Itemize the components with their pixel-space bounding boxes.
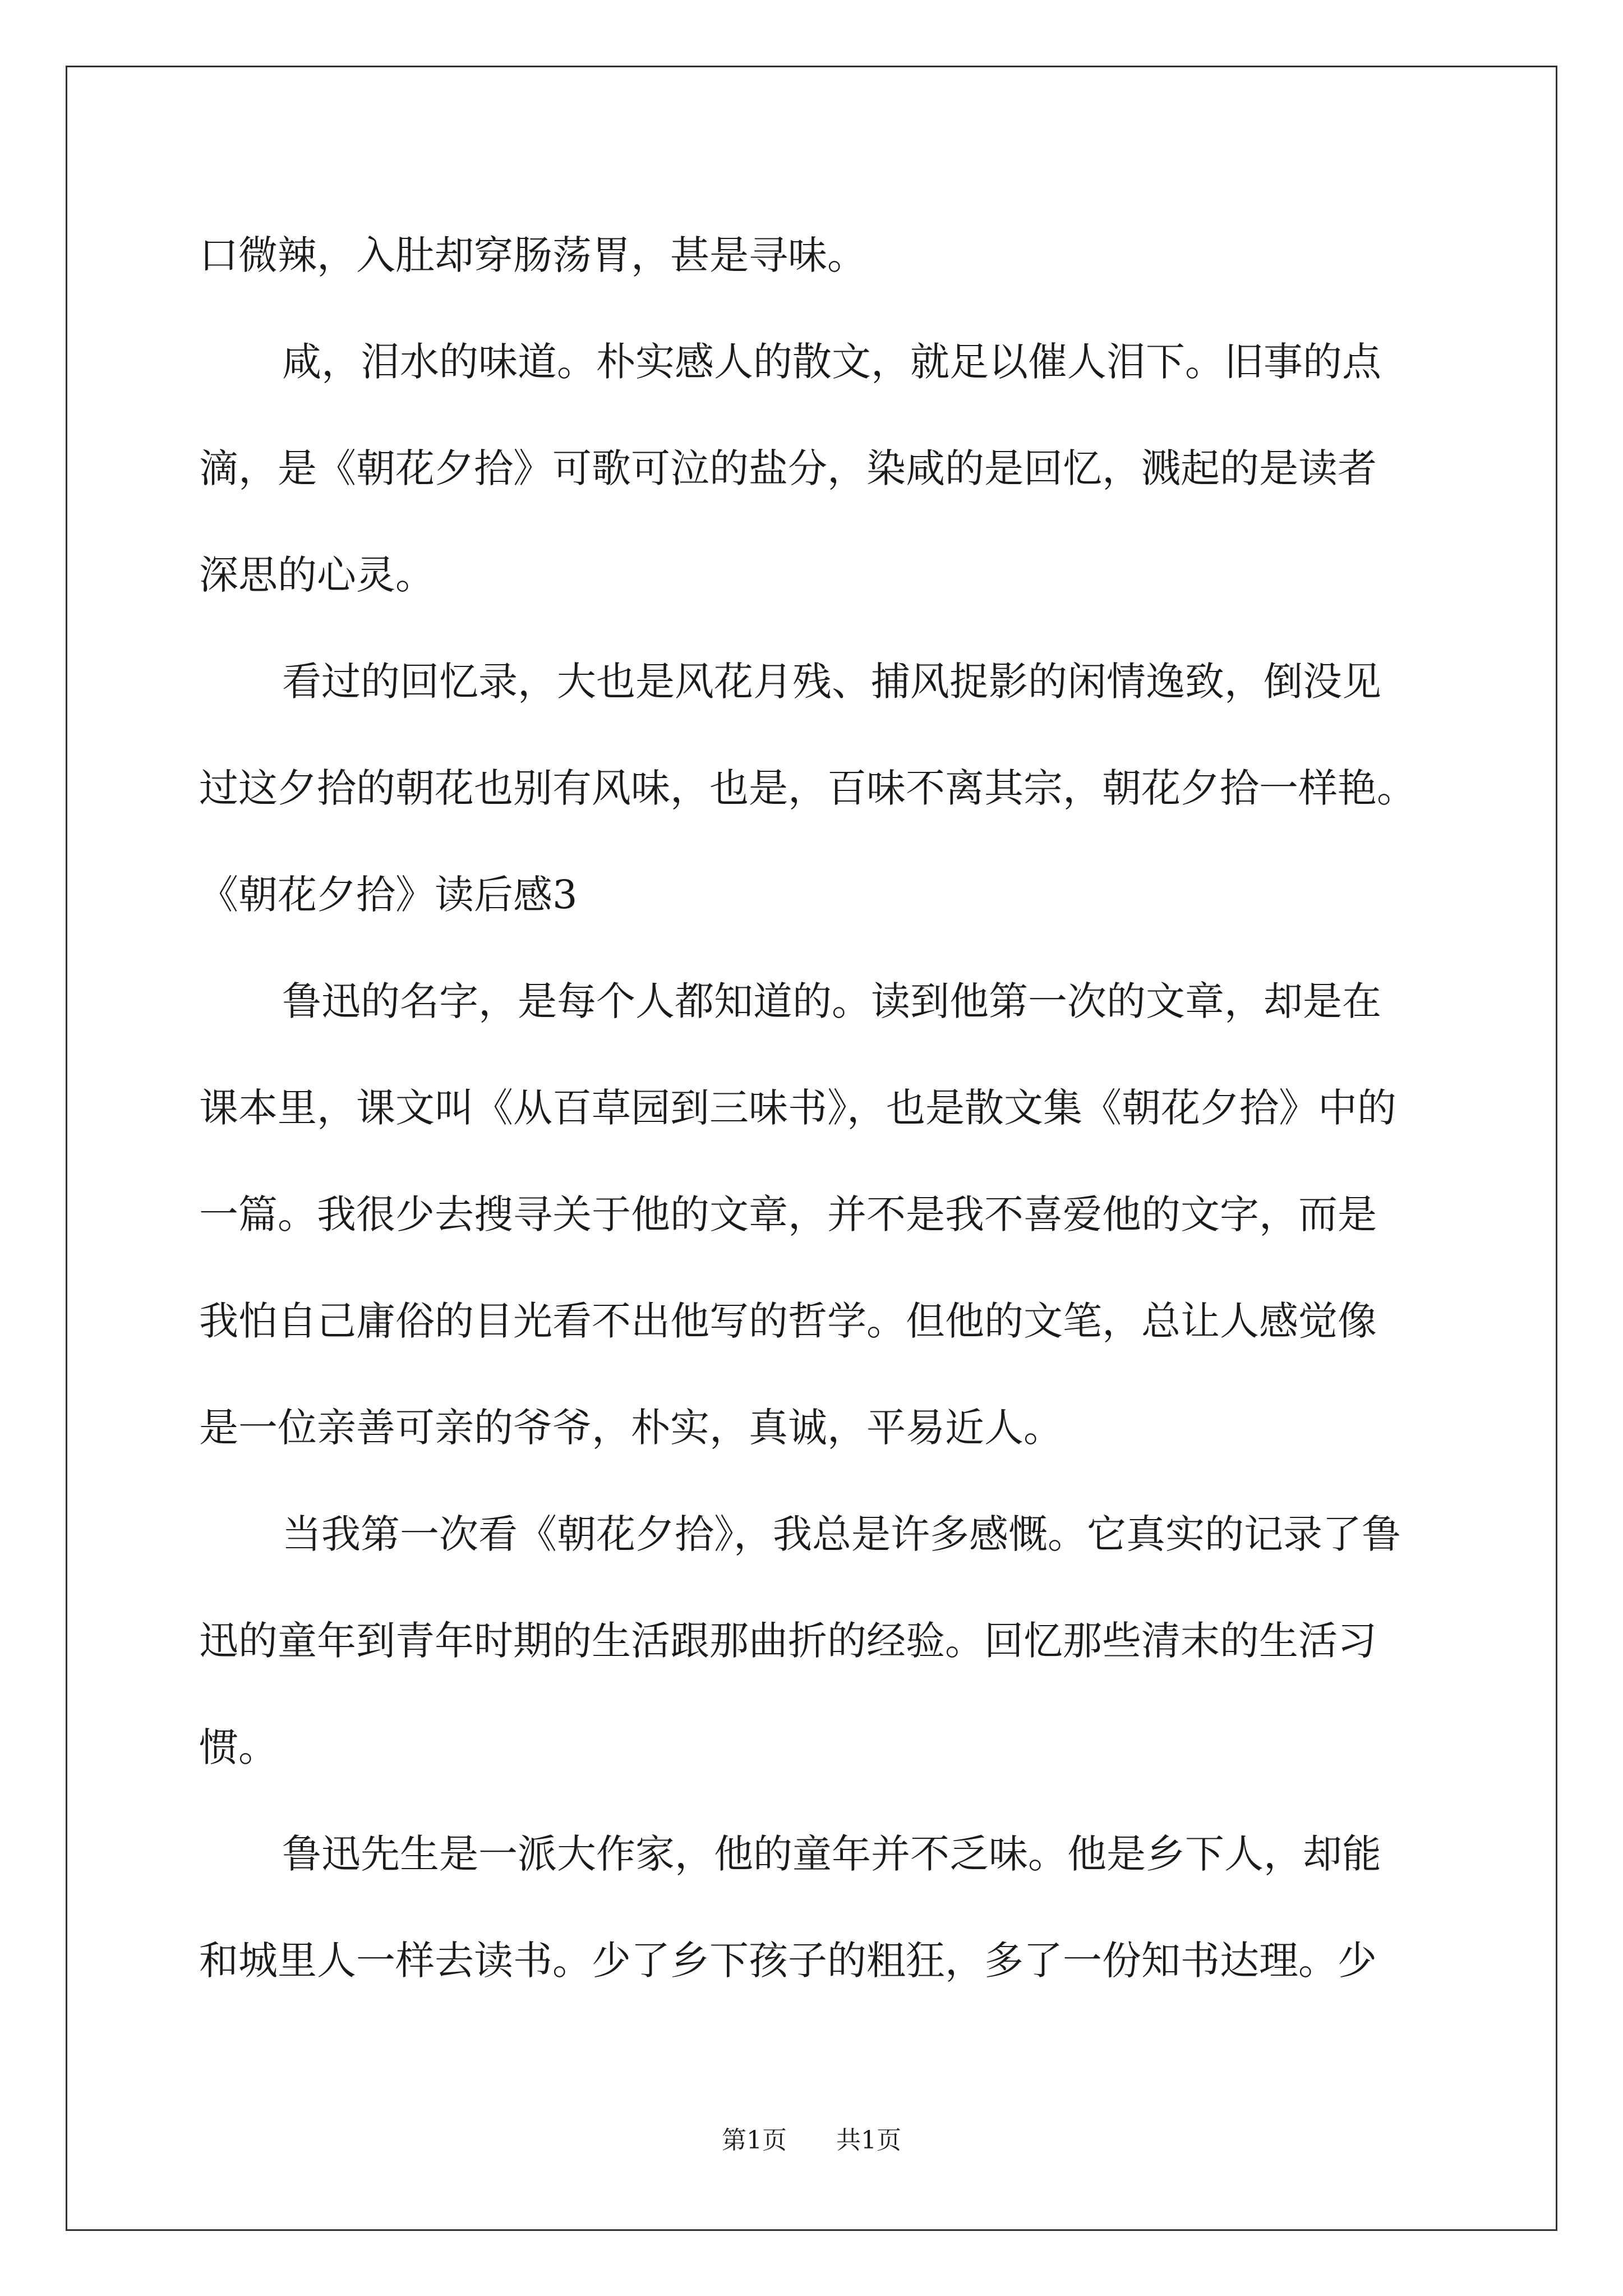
text-line: 口微辣，入肚却穿肠荡胃，甚是寻味。 xyxy=(199,232,866,278)
text-line: 我怕自己庸俗的目光看不出他写的哲学。但他的文笔，总让人感觉像 xyxy=(199,1298,1377,1344)
document-body xyxy=(199,202,1438,2014)
text-line: 惯。 xyxy=(199,1724,278,1770)
text-line: 深思的心灵。 xyxy=(199,552,435,598)
text-line: 看过的回忆录，大也是风花月残、捕风捉影的闲情逸致，倒没见 xyxy=(282,659,1381,705)
text-line: 迅的童年到青年时期的生活跟那曲折的经验。回忆那些清末的生活习 xyxy=(199,1618,1377,1664)
text-line: 课本里，课文叫《从百草园到三味书》，也是散文集《朝花夕拾》中的 xyxy=(199,1085,1396,1131)
text-line: 和城里人一样去读书。少了乡下孩子的粗狂，多了一份知书达理。少 xyxy=(199,1938,1377,1984)
text-line: 当我第一次看《朝花夕拾》，我总是许多感慨。它真实的记录了鲁 xyxy=(282,1511,1401,1557)
text-line: 鲁迅先生是一派大作家，他的童年并不乏味。他是乡下人，却能 xyxy=(282,1831,1381,1877)
text-line: 滴，是《朝花夕拾》可歌可泣的盐分，染咸的是回忆，溅起的是读者 xyxy=(199,445,1377,491)
text-line: 过这夕拾的朝花也别有风味，也是，百味不离其宗，朝花夕拾一样艳。 xyxy=(199,765,1416,811)
text-line: 是一位亲善可亲的爷爷，朴实，真诚，平易近人。 xyxy=(199,1405,1063,1451)
text-line: 一篇。我很少去搜寻关于他的文章，并不是我不喜爱他的文字，而是 xyxy=(199,1191,1377,1237)
section-heading: 《朝花夕拾》读后感3 xyxy=(199,872,578,918)
page-number: 第1页 xyxy=(722,2126,787,2155)
page-footer xyxy=(0,2124,1623,2157)
page-total: 共1页 xyxy=(836,2126,901,2155)
text-line: 咸，泪水的味道。朴实感人的散文，就足以催人泪下。旧事的点 xyxy=(282,339,1381,385)
text-line: 鲁迅的名字，是每个人都知道的。读到他第一次的文章，却是在 xyxy=(282,978,1381,1024)
